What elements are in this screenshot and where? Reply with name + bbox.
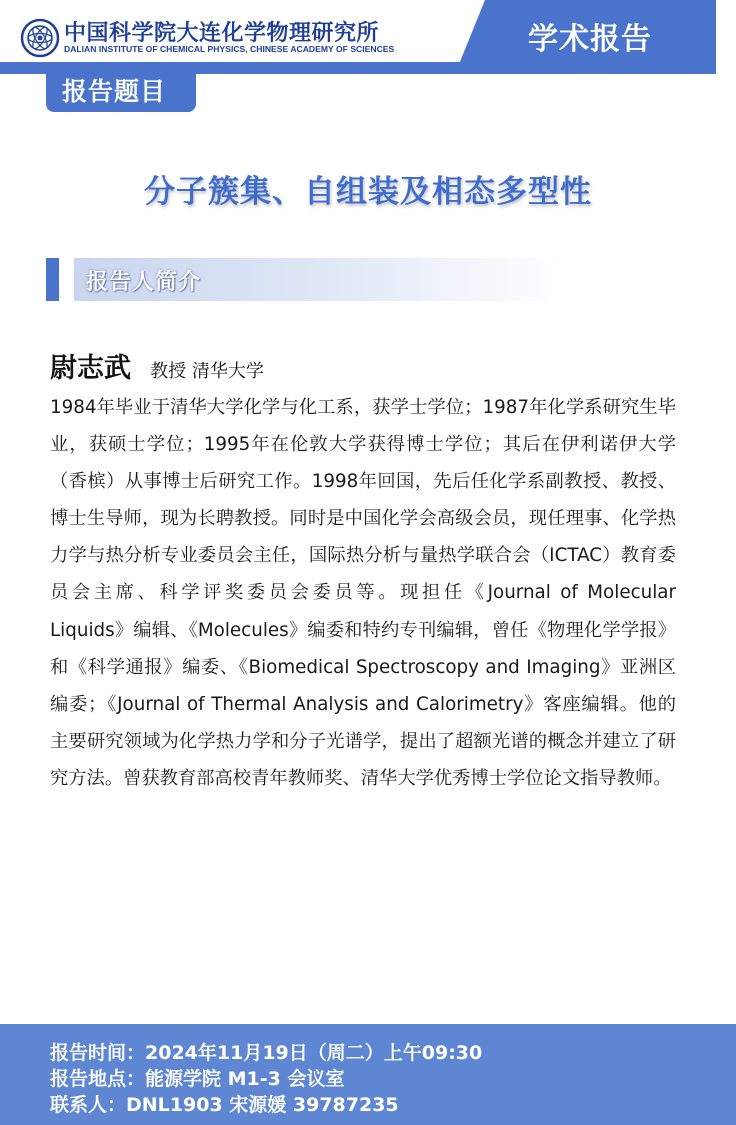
institute-emblem-icon [20, 18, 60, 58]
speaker-title: 教授 清华大学 [150, 361, 264, 382]
speaker-heading [50, 346, 264, 385]
report-location: 报告地点：能源学院 M1-3 会议室 [50, 1068, 345, 1090]
report-time: 报告时间：2024年11月19日（周二）上午09:30 [50, 1042, 483, 1064]
topic-label: 报告题目 [46, 72, 196, 112]
header [0, 0, 736, 80]
institute-name-en: DALIAN INSTITUTE OF CHEMICAL PHYSICS, CHINESE ACADEMY OF SCIENCES [64, 44, 395, 54]
header-tag: 学术报告 [528, 22, 652, 57]
contact-info: 联系人：DNL1903 宋源媛 39787235 [50, 1094, 399, 1116]
speaker-bio: 1984年毕业于清华大学化学与化工系，获学士学位；1987年化学系研究生毕业，获硕士学位；1995年在伦敦大学获得博士学位；其后在伊利诺伊大学（香槟）从事博士后研究工作。1998年回国，先后任化学系副教授、教授、博士生导师，现为长聘教授。同时是中国化学会高级会员，现任理事、化学热力学与热分析专业委员会主任，国际热分析与量热学联合会（ICTAC）教育委员会主席、科学评奖委员会委员等。现担任《Journal of Molecular Liquids》编辑、《Molecules》编委和特约专刊编辑，曾任《物理化学学报》和《科学通报》编委、《Biomedical Spectroscopy and Imaging》亚洲区编委；《Journal of Thermal Analysis and Calorimetry》客座编辑。他的主要研究领域为化学热力学和分子光谱学，提出了超额光谱的概念并建立了研究方法。曾获教育部高校青年教师奖、清华大学优秀博士学位论文指导教师。 [50, 397, 676, 789]
footer [0, 1024, 736, 1125]
speaker-name: 尉志武 [50, 353, 131, 384]
institute-name-cn: 中国科学院大连化学物理研究所 [64, 21, 380, 46]
report-title: 分子簇集、自组装及相态多型性 [144, 174, 592, 210]
section-accent-bar [46, 258, 59, 301]
speaker-section-label: 报告人简介 [86, 270, 202, 295]
